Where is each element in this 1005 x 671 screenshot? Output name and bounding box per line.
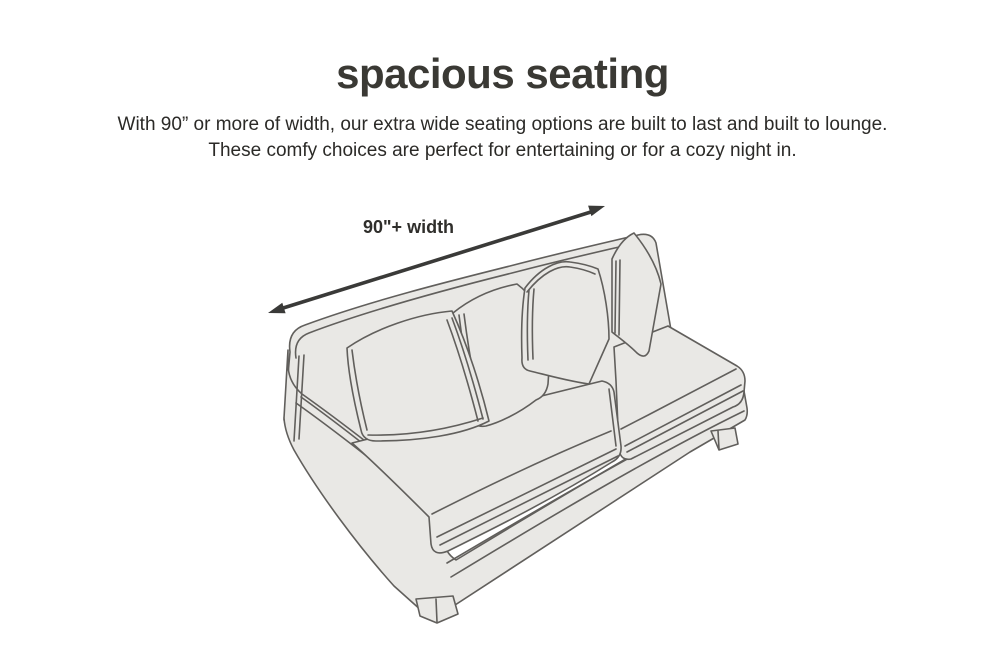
sofa-foot-front [416,596,458,623]
sofa-foot-right [711,428,738,450]
description-line-1: With 90” or more of width, our extra wide seating options are built to last and built to lounge. [117,114,888,135]
dimension-label: 90"+ width [363,217,455,237]
back-pillow-right-front [522,262,609,384]
page-title: spacious seating [336,50,669,97]
description-line-2: These comfy choices are perfect for entertaining or for a cozy night in. [208,140,797,161]
